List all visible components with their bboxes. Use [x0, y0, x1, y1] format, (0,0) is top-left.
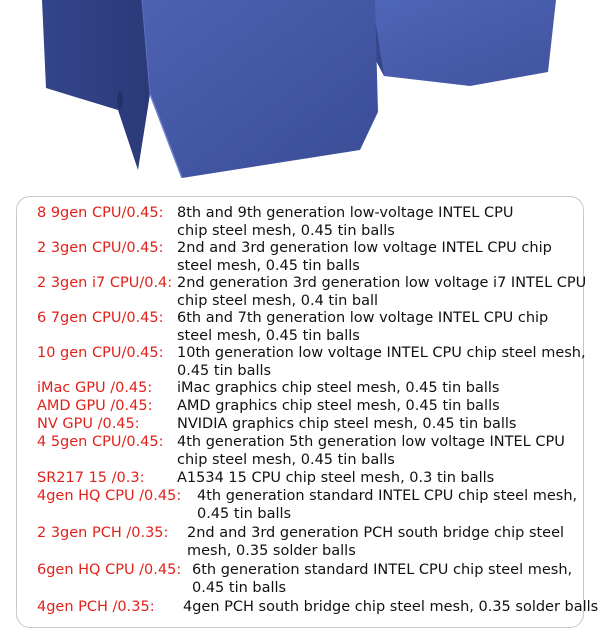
spec-desc-line: 8th and 9th generation low-voltage INTEL CPU	[177, 205, 514, 221]
spec-desc-line: 2nd and 3rd generation low voltage INTEL CPU chip	[177, 240, 552, 256]
spec-desc-line: 6th and 7th generation low voltage INTEL CPU chip	[177, 310, 549, 326]
left-block-side	[42, 0, 150, 170]
product-photo	[0, 0, 600, 183]
spec-desc-line: chip steel mesh, 0.45 tin balls	[177, 451, 395, 468]
spec-code: SR217 15 /0.3:	[37, 470, 145, 486]
spec-desc-line: iMac graphics chip steel mesh, 0.45 tin balls	[177, 380, 500, 396]
spec-code: iMac GPU /0.45:	[37, 380, 153, 396]
left-block-front	[142, 0, 378, 178]
spec-code: 6 7gen CPU/0.45:	[37, 310, 164, 326]
spec-desc-line: steel mesh, 0.45 tin balls	[177, 327, 360, 344]
spec-desc-line: 4gen PCH south bridge chip steel mesh, 0.35 solder balls	[183, 599, 599, 615]
spec-code: 4 5gen CPU/0.45:	[37, 434, 164, 450]
spec-desc-line: 6th generation standard INTEL CPU chip steel mesh,	[192, 562, 573, 578]
spec-desc-line: 0.45 tin balls	[192, 579, 287, 596]
spec-list-box	[16, 196, 599, 628]
spec-code: 4gen HQ CPU /0.45:	[37, 488, 182, 504]
spec-code: 2 3gen i7 CPU/0.4:	[37, 275, 173, 291]
spec-desc-line: NVIDIA graphics chip steel mesh, 0.45 tin balls	[177, 416, 517, 432]
spec-desc-line: 4th generation standard INTEL CPU chip steel mesh,	[197, 488, 578, 504]
spec-desc-line: 2nd generation 3rd generation low voltage i7 INTEL CPU	[177, 275, 587, 291]
spec-code: 2 3gen CPU/0.45:	[37, 240, 164, 256]
spec-desc-line: 4th generation 5th generation low voltage INTEL CPU	[177, 434, 565, 450]
spec-desc-line: steel mesh, 0.45 tin balls	[177, 257, 360, 274]
spec-code: 2 3gen PCH /0.35:	[37, 525, 169, 541]
spec-desc-line: 0.45 tin balls	[197, 505, 292, 522]
spec-code: 8 9gen CPU/0.45:	[37, 205, 164, 221]
spec-desc-line: 2nd and 3rd generation PCH south bridge chip steel	[187, 525, 565, 541]
spec-desc-line: A1534 15 CPU chip steel mesh, 0.3 tin balls	[177, 470, 495, 486]
spec-desc-line: chip steel mesh, 0.45 tin balls	[177, 222, 395, 239]
spec-code: NV GPU /0.45:	[37, 416, 140, 432]
blue-blocks-illustration	[0, 0, 600, 183]
spec-code: 6gen HQ CPU /0.45:	[37, 562, 182, 578]
spec-code: 4gen PCH /0.35:	[37, 599, 155, 615]
spec-desc-line: chip steel mesh, 0.4 tin ball	[177, 292, 379, 309]
spec-desc-line: 0.45 tin balls	[177, 362, 272, 379]
spec-code: 10 gen CPU/0.45:	[37, 345, 164, 361]
spec-desc-line: 10th generation low voltage INTEL CPU chip steel mesh,	[177, 345, 586, 361]
spec-desc-line: AMD graphics chip steel mesh, 0.45 tin balls	[177, 398, 500, 414]
spec-desc-line: mesh, 0.35 solder balls	[187, 542, 356, 559]
spec-code: AMD GPU /0.45:	[37, 398, 153, 414]
